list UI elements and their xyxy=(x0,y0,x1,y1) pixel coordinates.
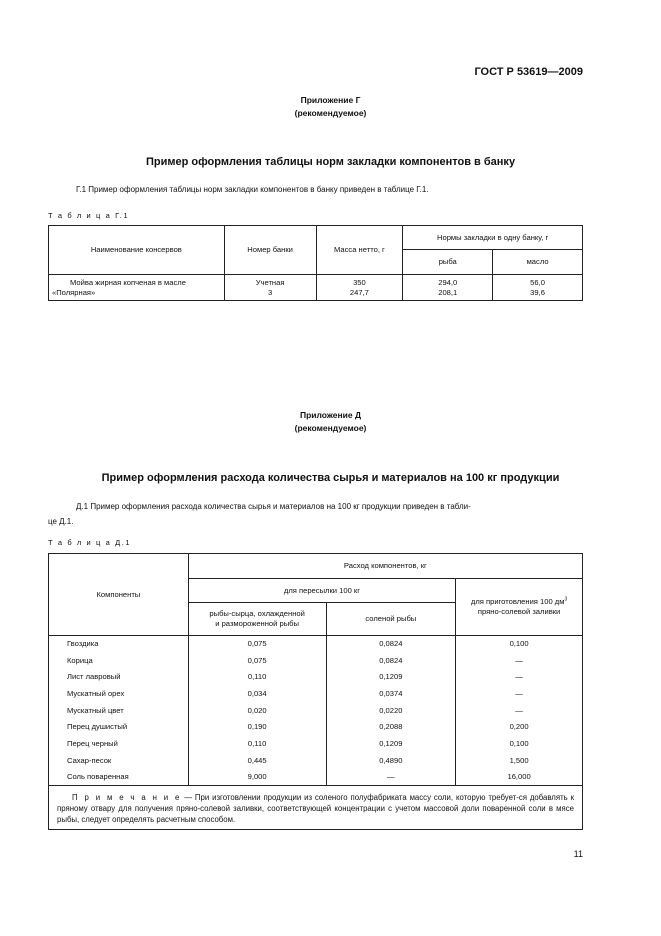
appendix-d-paragraph xyxy=(48,499,583,529)
d1-cell-brine: — xyxy=(456,686,583,703)
g1-header-name: Наименование консервов xyxy=(49,226,225,275)
g1-cell-fish xyxy=(403,275,493,301)
appendix-d-title: Приложение Д xyxy=(299,410,362,420)
g1-fish-line1: 294,0 xyxy=(438,277,458,287)
g1-header-norms: Нормы закладки в одну банку, г xyxy=(403,226,583,250)
d1-cell-raw: 0,075 xyxy=(188,652,326,669)
appendix-d-section-title: Пример оформления расхода количества сырья и материалов на 100 кг продукции xyxy=(101,472,560,484)
g1-cell-can xyxy=(224,275,316,301)
d1-cell-brine: 0,200 xyxy=(456,719,583,736)
g1-header-fish: рыба xyxy=(403,250,493,275)
table-d1-label: Т а б л и ц а Д.1 xyxy=(48,538,132,547)
g1-header-net-mass: Масса нетто, г xyxy=(316,226,403,275)
d1-cell-raw: 0,110 xyxy=(188,669,326,686)
d1-header-raw-fish xyxy=(188,603,326,636)
standard-number: ГОСТ Р 53619—2009 xyxy=(474,66,583,78)
g1-cell-oil xyxy=(493,275,583,301)
d1-cell-brine: — xyxy=(456,702,583,719)
d1-cell-salted: 0,0220 xyxy=(326,702,456,719)
table-row xyxy=(49,736,583,753)
d1-cell-salted: 0,0824 xyxy=(326,636,456,653)
d1-cell-name: Корица xyxy=(49,652,189,669)
d1-raw-line1: рыбы-сырца, охлажденной xyxy=(209,609,305,618)
d1-cell-brine: 0,100 xyxy=(456,636,583,653)
g1-oil-line2: 39,6 xyxy=(530,287,545,297)
d1-note-cell xyxy=(49,786,583,830)
d1-cell-name: Перец душистый xyxy=(49,719,189,736)
d1-cell-raw: 0,110 xyxy=(188,736,326,753)
d1-cell-brine: — xyxy=(456,652,583,669)
d1-cell-salted: 0,2088 xyxy=(326,719,456,736)
d1-header-components: Компоненты xyxy=(49,554,189,636)
d1-brine-sup: 3 xyxy=(564,596,568,603)
page-number: 11 xyxy=(573,849,583,859)
appendix-g-section-title: Пример оформления таблицы норм закладки компонентов в банку xyxy=(145,156,516,168)
d1-brine-line2: пряно-солевой заливки xyxy=(477,607,561,616)
d1-header-salted-fish: соленой рыбы xyxy=(326,603,456,636)
d1-cell-salted: — xyxy=(326,769,456,786)
appendix-g-paragraph: Г.1 Пример оформления таблицы норм закладки компонентов в банку приведен в таблице Г.1. xyxy=(76,185,429,194)
d1-note xyxy=(57,792,574,825)
appendix-g-title: Приложение Г xyxy=(300,95,361,105)
d1-cell-raw: 0,075 xyxy=(188,636,326,653)
table-d1 xyxy=(48,553,583,830)
table-row xyxy=(49,719,583,736)
appendix-g-subtitle: (рекомендуемое) xyxy=(294,108,367,118)
d1-cell-raw: 9,000 xyxy=(188,769,326,786)
d1-cell-name: Лист лавровый xyxy=(49,669,189,686)
d1-cell-raw: 0,190 xyxy=(188,719,326,736)
table-row xyxy=(49,769,583,786)
table-row xyxy=(49,702,583,719)
d1-cell-brine: 1,500 xyxy=(456,752,583,769)
table-g1 xyxy=(48,225,583,301)
d1-header-for-salting: для пересылки 100 кг xyxy=(188,579,455,603)
d1-cell-salted: 0,4890 xyxy=(326,752,456,769)
d1-cell-brine: — xyxy=(456,669,583,686)
g1-cell-mass xyxy=(316,275,403,301)
table-row xyxy=(49,669,583,686)
d1-cell-raw: 0,034 xyxy=(188,686,326,703)
d1-cell-salted: 0,1209 xyxy=(326,669,456,686)
d1-raw-line2: и размороженной рыбы xyxy=(215,619,299,628)
d1-cell-raw: 0,445 xyxy=(188,752,326,769)
d1-header-brine xyxy=(456,579,583,636)
g1-mass-line2: 247,7 xyxy=(349,287,369,297)
g1-header-oil: масло xyxy=(493,250,583,275)
table-row xyxy=(49,686,583,703)
appendix-g-heading xyxy=(0,94,661,120)
g1-header-can-number: Номер банки xyxy=(224,226,316,275)
d1-note-text: — При изготовлении продукции из соленого полуфабриката массу соли, которую требует-ся добавлять к пряному отвару для получения пряно-солевой заливки, соответствующей концентрации с учетом массовой доли поваренной соли в мясе рыбы, следует определять расчетным способом. xyxy=(57,793,575,825)
d1-header-consumption: Расход компонентов, кг xyxy=(188,554,582,579)
g1-can-line1: Учетная xyxy=(255,277,285,287)
g1-name-line2: «Полярная» xyxy=(52,287,96,297)
g1-fish-line2: 208,1 xyxy=(438,287,458,297)
d1-cell-brine: 0,100 xyxy=(456,736,583,753)
g1-name-line1: Мойва жирная копченая в масле xyxy=(70,277,186,287)
table-row xyxy=(49,652,583,669)
appendix-d-heading xyxy=(0,409,661,435)
d1-cell-salted: 0,1209 xyxy=(326,736,456,753)
d1-cell-name: Перец черный xyxy=(49,736,189,753)
d1-cell-raw: 0,020 xyxy=(188,702,326,719)
g1-oil-line1: 56,0 xyxy=(530,277,545,287)
d1-cell-name: Соль поваренная xyxy=(49,769,189,786)
d1-cell-name: Сахар-песок xyxy=(49,752,189,769)
d1-cell-salted: 0,0374 xyxy=(326,686,456,703)
d1-cell-name: Гвоздика xyxy=(49,636,189,653)
d1-brine-line1: для приготовления 100 дм xyxy=(470,597,565,606)
d1-cell-name: Мускатный цвет xyxy=(49,702,189,719)
appendix-d-subtitle: (рекомендуемое) xyxy=(294,423,367,433)
appendix-d-paragraph-line1: Д.1 Пример оформления расхода количества сырья и материалов на 100 кг продукции приведен в табли- xyxy=(76,502,471,511)
d1-note-label: П р и м е ч а н и е xyxy=(72,793,182,803)
d1-cell-salted: 0,0824 xyxy=(326,652,456,669)
d1-cell-brine: 16,000 xyxy=(456,769,583,786)
d1-cell-name: Мускатный орех xyxy=(49,686,189,703)
g1-can-line2: 3 xyxy=(267,287,273,297)
table-row xyxy=(49,275,583,301)
table-row xyxy=(49,636,583,653)
d1-body xyxy=(49,636,583,786)
appendix-d-paragraph-line2: це Д.1. xyxy=(48,517,74,526)
table-row xyxy=(49,752,583,769)
table-g1-label: Т а б л и ц а Г.1 xyxy=(48,211,130,220)
g1-mass-line1: 350 xyxy=(353,277,366,287)
g1-cell-name xyxy=(49,275,225,301)
